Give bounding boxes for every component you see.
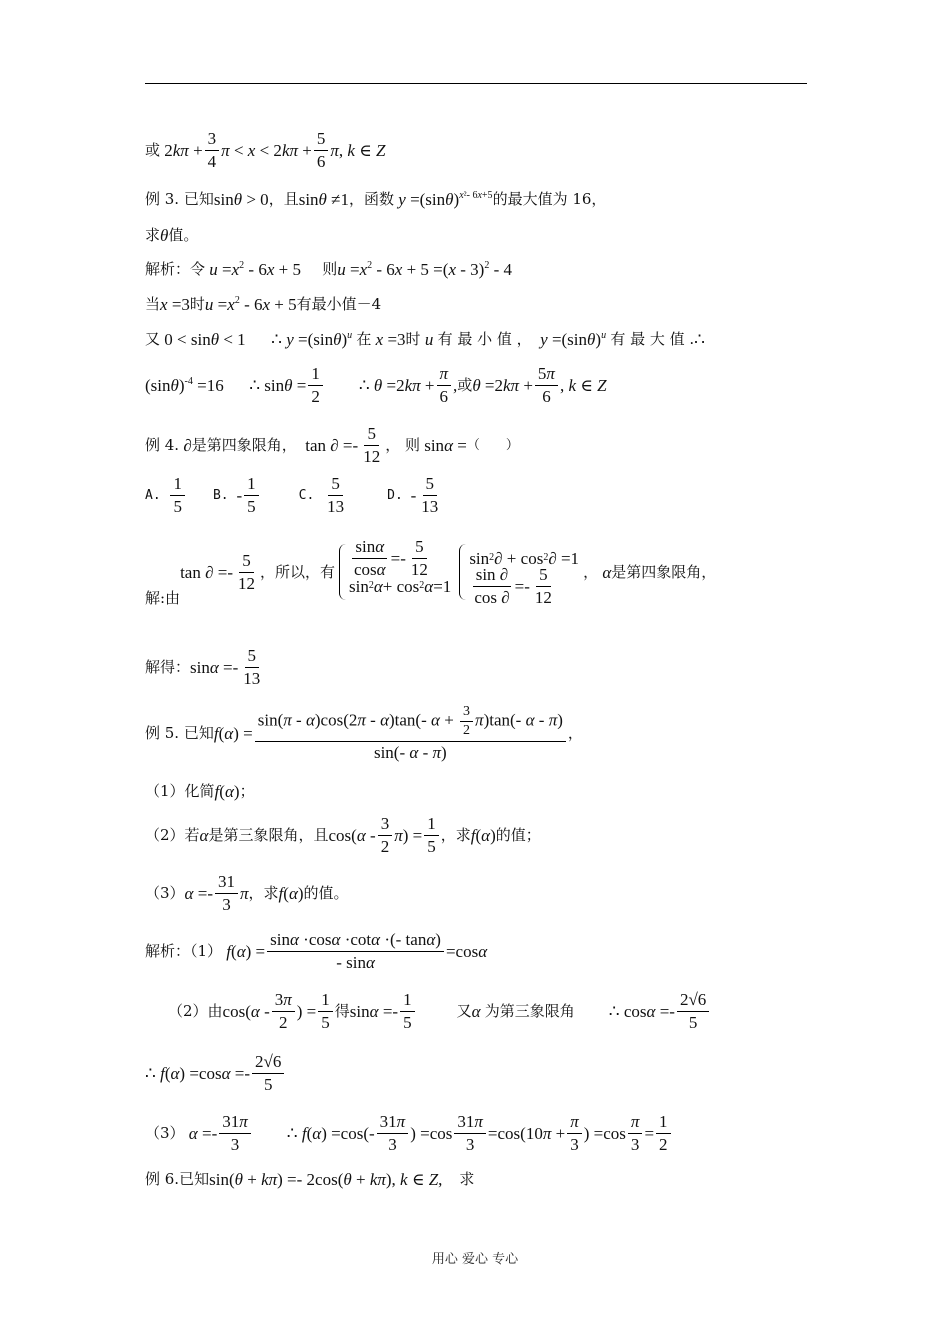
example-3-solution-2: 当 x =3 时 $u =x^2 - 6x + 5$ 有最小值－4	[145, 294, 382, 314]
example-3-statement: 例 3. 已知 sinθ > 0 ，且 sinθ ≠1 ，函数 $y =(\sin\theta)^{x^2- 6x+5}$ 的最大值为 16，	[145, 189, 607, 209]
text: 得	[334, 1001, 350, 1020]
text: 在	[356, 329, 372, 348]
example-label: 例 4.	[145, 435, 180, 454]
text: ， 则	[385, 435, 420, 454]
example-4-statement: 例 4. ∂ 是第四象限角， tan ∂ =- $\frac{5}{12}$ ， 则 sinα = （ ）	[145, 423, 519, 466]
text: 的值；	[495, 825, 541, 844]
text: 是第四象限角，	[191, 435, 297, 454]
text: （2）由	[168, 1001, 223, 1020]
text: 是第三象限角，且	[208, 825, 329, 844]
text: 又	[145, 329, 161, 348]
example-3-solution-3: 又 0 < sinθ < 1 ∴ $y =(\sin\theta)^u$ 在 x =3 时 u 有 最 小 值 ， $y =(\sin\theta)^u$ 有 最 大 值 . ∴	[145, 329, 705, 349]
text: 解得：	[145, 657, 191, 676]
text: 或	[145, 140, 161, 159]
text: ，且	[268, 189, 299, 208]
text: 是第四象限角，	[611, 562, 717, 581]
text: 为第三象限角	[484, 1001, 575, 1020]
text: 又	[456, 1001, 472, 1020]
text: 或	[457, 375, 473, 394]
example-5-solution-2b: ∴ f(α) =cosα =- $\frac{2√6}{5}$	[145, 1050, 286, 1096]
system-2: sin 2 ∂ + cos 2 ∂ =1 $\frac{\sin \partial}{\cos \partial}$ =- $\frac{5}{12}$	[459, 544, 579, 600]
example-3-solution-4: $(\sin\theta)^{-4} =16$ ∴ sinθ = $\frac{1}{2}$ ∴ θ =2kπ + $\frac{\pi}{6}$ , 或 θ =2kπ + $\frac{5\pi}{6}$ , k ∈ Z	[145, 363, 607, 406]
option-a: A. $\frac{1}{5}$	[145, 473, 187, 517]
text: 有最小值－4	[296, 294, 382, 313]
text: 有 最 大 值 .	[610, 329, 695, 348]
text: 时	[405, 329, 421, 348]
example-4-solution: 解:由 tan ∂ =- $\frac{5}{12}$ ，所以，有 $\frac{\sin\alpha}{\cos\alpha}$ =- $\frac{5}{12}$ sin 2 α + cos 2 α =1 sin 2 ∂ + cos 2 ∂ =1 $\frac{\sin \partial}{\cos \partial}$ =- $\frac{5}{12}$ ， α 是第四象限角，	[145, 536, 717, 607]
text: 的最大值为 16，	[492, 189, 607, 208]
text: 求	[459, 1169, 475, 1188]
text: ；	[239, 781, 255, 800]
text: ，	[583, 562, 599, 581]
example-label: 例 5.	[145, 723, 180, 742]
system-1: $\frac{\sin\alpha}{\cos\alpha}$ =- $\frac{5}{12}$ sin 2 α + cos 2 α =1	[339, 544, 451, 600]
text: （3）	[145, 1123, 185, 1142]
text: 解析：（1）	[145, 941, 223, 960]
text: 则	[322, 259, 338, 278]
example-5-q1: （1）化简 f(α) ；	[145, 781, 255, 801]
text: ，函数	[349, 189, 395, 208]
example-5-statement: 例 5. 已知 f(α) = sin(π - α)cos(2π - α)tan(- α + $\frac{3}{2}$ π)tan(- α - π) sin(- α - π) ，	[145, 704, 583, 763]
option-label: D.	[387, 487, 403, 503]
option-label: C.	[298, 487, 315, 503]
example-5-solution-3: （3） α =- $\frac{31\pi}{3}$ ∴ f(α) =cos(- $\frac{31\pi}{3}$ ) =cos $\frac{31\pi}{3}$ =cos(10π + $\frac{\pi}{3}$ ) =cos $\frac{\pi}{3}$ = $\frac{1}{2}$	[145, 1110, 673, 1156]
example-3-ask: 求 θ 值。	[145, 225, 199, 245]
header-rule	[145, 83, 807, 84]
text: ，求	[440, 825, 471, 844]
page-footer: 用心 爱心 专心	[431, 1252, 519, 1267]
example-4-answer: 解得： sinα =- $\frac{5}{13}$	[145, 645, 261, 688]
example-5-q2: （2）若 α 是第三象限角，且 cos(α - $\frac{3}{2}$ π) = $\frac{1}{5}$ ，求 f(α) 的值；	[145, 813, 541, 856]
option-d: D. - $\frac{5}{13}$	[387, 473, 439, 516]
option-c: C. $\frac{5}{13}$	[298, 473, 345, 516]
example-5-solution-1: 解析：（1） f(α) = $\frac{\sin\alpha \cdot\cos\alpha \cdot\cot\alpha \cdot(- \tan\alpha)}{- \sin\alpha}$ =cosα	[145, 929, 488, 972]
option-b: B. - $\frac{1}{5}$	[213, 473, 261, 517]
text: 当	[145, 294, 161, 313]
text: （2）若	[145, 825, 200, 844]
option-label: A.	[145, 487, 161, 503]
example-label: 例 3.	[145, 189, 180, 208]
text: 时	[189, 294, 205, 313]
text: 已知	[179, 1169, 210, 1188]
line-interval: 或 2kπ + $\frac{3}{4}$ π < x < 2kπ + $\frac{5}{6}$ π, k ∈ Z	[145, 128, 386, 171]
text: 值。	[168, 225, 199, 244]
example-3-solution-1: 解析：令 $u =x^2 - 6x + 5$ 则 $u =x^2 - 6x + 5 =(x - 3)^2 - 4$	[145, 259, 512, 279]
text: 求	[145, 225, 161, 244]
answer-blank: （ ）	[466, 437, 519, 453]
text: ，求	[248, 883, 279, 902]
example-label: 例 6.	[145, 1169, 180, 1188]
example-5-solution-2: （2）由 cos(α - $\frac{3\pi}{2}$ ) = $\frac{1}{5}$ 得 sinα =- $\frac{1}{5}$ 又 α 为第三象限角 ∴ cosα =- $\frac{2√6}{5}$	[168, 988, 711, 1034]
text: 解析：令	[145, 259, 206, 278]
text: （3）	[145, 883, 185, 902]
text: 已知	[183, 189, 214, 208]
text: 解:由	[145, 589, 181, 607]
example-4-options	[145, 472, 469, 518]
text: 有 最 小 值 ，	[437, 329, 532, 348]
text: 的值。	[303, 883, 349, 902]
option-label: B.	[212, 487, 229, 503]
text: （1）化简	[145, 781, 215, 800]
text: ，所以，有	[259, 562, 335, 581]
text: 已知	[183, 723, 214, 742]
example-5-q3: （3） α =- $\frac{31}{3}$ π ，求 f(α) 的值。	[145, 871, 349, 914]
example-6-statement: 例 6. 已知 sin(θ + kπ) =- 2cos(θ + kπ), k ∈ Z, 求	[145, 1169, 475, 1189]
